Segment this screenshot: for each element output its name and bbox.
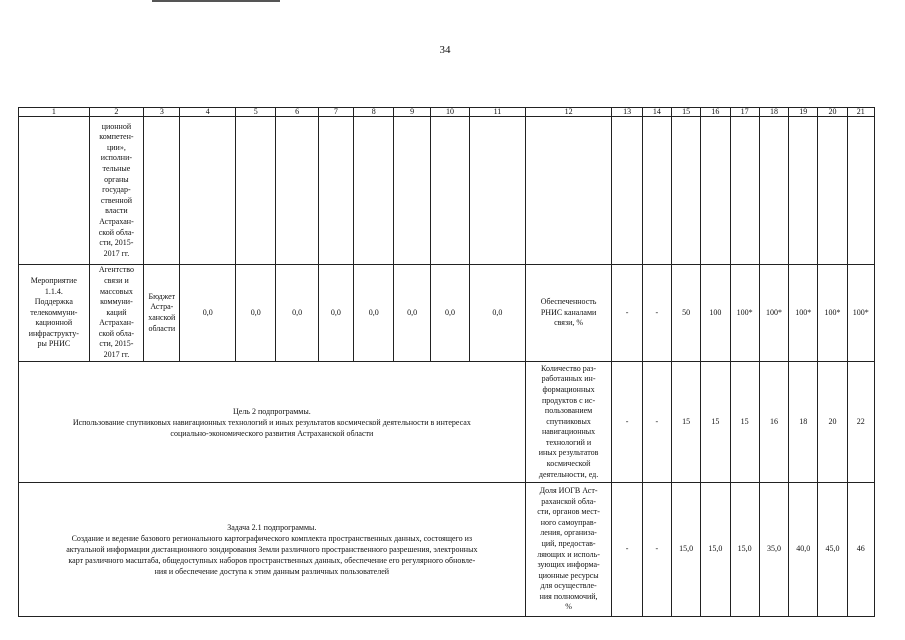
cell: 15 [672,362,701,483]
cell: 15 [730,362,759,483]
cell: - [612,265,642,362]
col-num: 13 [612,108,642,117]
cell-executor: ционной компетен- ции», исполни- тельные органы государ- ственной власти Астрахан- ской обла- сти, 2015- 2017 гг. [89,117,144,265]
cell: 100* [847,265,874,362]
col-num: 7 [318,108,353,117]
col-num: 3 [144,108,180,117]
col-num: 11 [470,108,526,117]
column-number-row [19,108,875,117]
cell: 15,0 [701,483,730,617]
col-num: 17 [730,108,759,117]
table-row-task [19,483,875,617]
cell: 100* [730,265,759,362]
cell: 0,0 [394,265,430,362]
cell-indicator: Доля ИОГВ Аст- раханской обла- сти, органов мест- ного самоуправ- ления, организа- ций, предостав- ляющих и исполь- зующих информа- ционные ресурсы для осуществле- ния полномочий, % [525,483,612,617]
cell-indicator: Обеспеченность РНИС каналами связи, % [525,265,612,362]
cell [180,117,236,265]
cell [394,117,430,265]
cell [354,117,394,265]
col-num: 8 [354,108,394,117]
col-num: 20 [818,108,847,117]
cell-source: Бюджет Астра- ханской области [144,265,180,362]
cell [701,117,730,265]
cell: - [642,483,671,617]
goal-2-text: Цель 2 подпрограммы. Использование спутниковых навигационных технологий и иных результатов космической деятельности в интересах социально-экономического развития Астраханской области [19,362,526,483]
cell [612,117,642,265]
cell [430,117,469,265]
cell-activity [19,117,90,265]
cell [730,117,759,265]
page-number: 34 [439,44,451,56]
cell [789,117,818,265]
cell-source [144,117,180,265]
cell: 15,0 [730,483,759,617]
col-num: 1 [19,108,90,117]
cell [759,117,788,265]
col-num: 5 [236,108,276,117]
cell: 35,0 [759,483,788,617]
cell [318,117,353,265]
cell: 0,0 [318,265,353,362]
cell: 20 [818,362,847,483]
cell: 40,0 [789,483,818,617]
cell: 0,0 [180,265,236,362]
col-num: 14 [642,108,671,117]
cell: 0,0 [236,265,276,362]
table-row-goal [19,362,875,483]
col-num: 18 [759,108,788,117]
cell: 100* [759,265,788,362]
cell: 0,0 [470,265,526,362]
col-num: 6 [276,108,318,117]
top-rule [152,0,280,2]
cell [818,117,847,265]
cell [672,117,701,265]
cell: 16 [759,362,788,483]
cell [847,117,874,265]
cell: - [612,362,642,483]
col-num: 9 [394,108,430,117]
col-num: 12 [525,108,612,117]
cell: 50 [672,265,701,362]
col-num: 16 [701,108,730,117]
cell: 15,0 [672,483,701,617]
col-num: 2 [89,108,144,117]
subprogram-table [18,107,875,617]
cell [642,117,671,265]
cell: 45,0 [818,483,847,617]
cell [236,117,276,265]
cell: 100 [701,265,730,362]
cell: 100* [789,265,818,362]
cell: - [612,483,642,617]
col-num: 15 [672,108,701,117]
cell-executor: Агентство связи и массовых коммуни- каций Астрахан- ской обла- сти, 2015- 2017 гг. [89,265,144,362]
col-num: 19 [789,108,818,117]
cell [470,117,526,265]
cell [276,117,318,265]
table-row [19,117,875,265]
cell-activity: Мероприятие 1.1.4. Поддержка телекоммуни- кационной инфраструкту- ры РНИС [19,265,90,362]
cell: 18 [789,362,818,483]
table-row [19,265,875,362]
col-num: 4 [180,108,236,117]
task-2-1-text: Задача 2.1 подпрограммы. Создание и ведение базового регионального картографического комплекта пространственных данных, состоящего из актуальной информации дистанционного зондирования Земли различного пространственного разрешения, электронных карт различного масштаба, общедоступных наборов пространственных данных, обеспечение его регулярного обновле- ния и обеспечение доступа к этим данным различных пользователей [19,483,526,617]
cell: - [642,265,671,362]
cell: - [642,362,671,483]
cell: 46 [847,483,874,617]
cell-indicator [525,117,612,265]
cell: 0,0 [276,265,318,362]
cell: 0,0 [430,265,469,362]
cell: 100* [818,265,847,362]
cell: 0,0 [354,265,394,362]
cell: 15 [701,362,730,483]
cell-indicator: Количество раз- работанных ин- формационных продуктов с ис- пользованием спутниковых навигационных технологий и иных результатов космической деятельности, ед. [525,362,612,483]
col-num: 21 [847,108,874,117]
col-num: 10 [430,108,469,117]
cell: 22 [847,362,874,483]
